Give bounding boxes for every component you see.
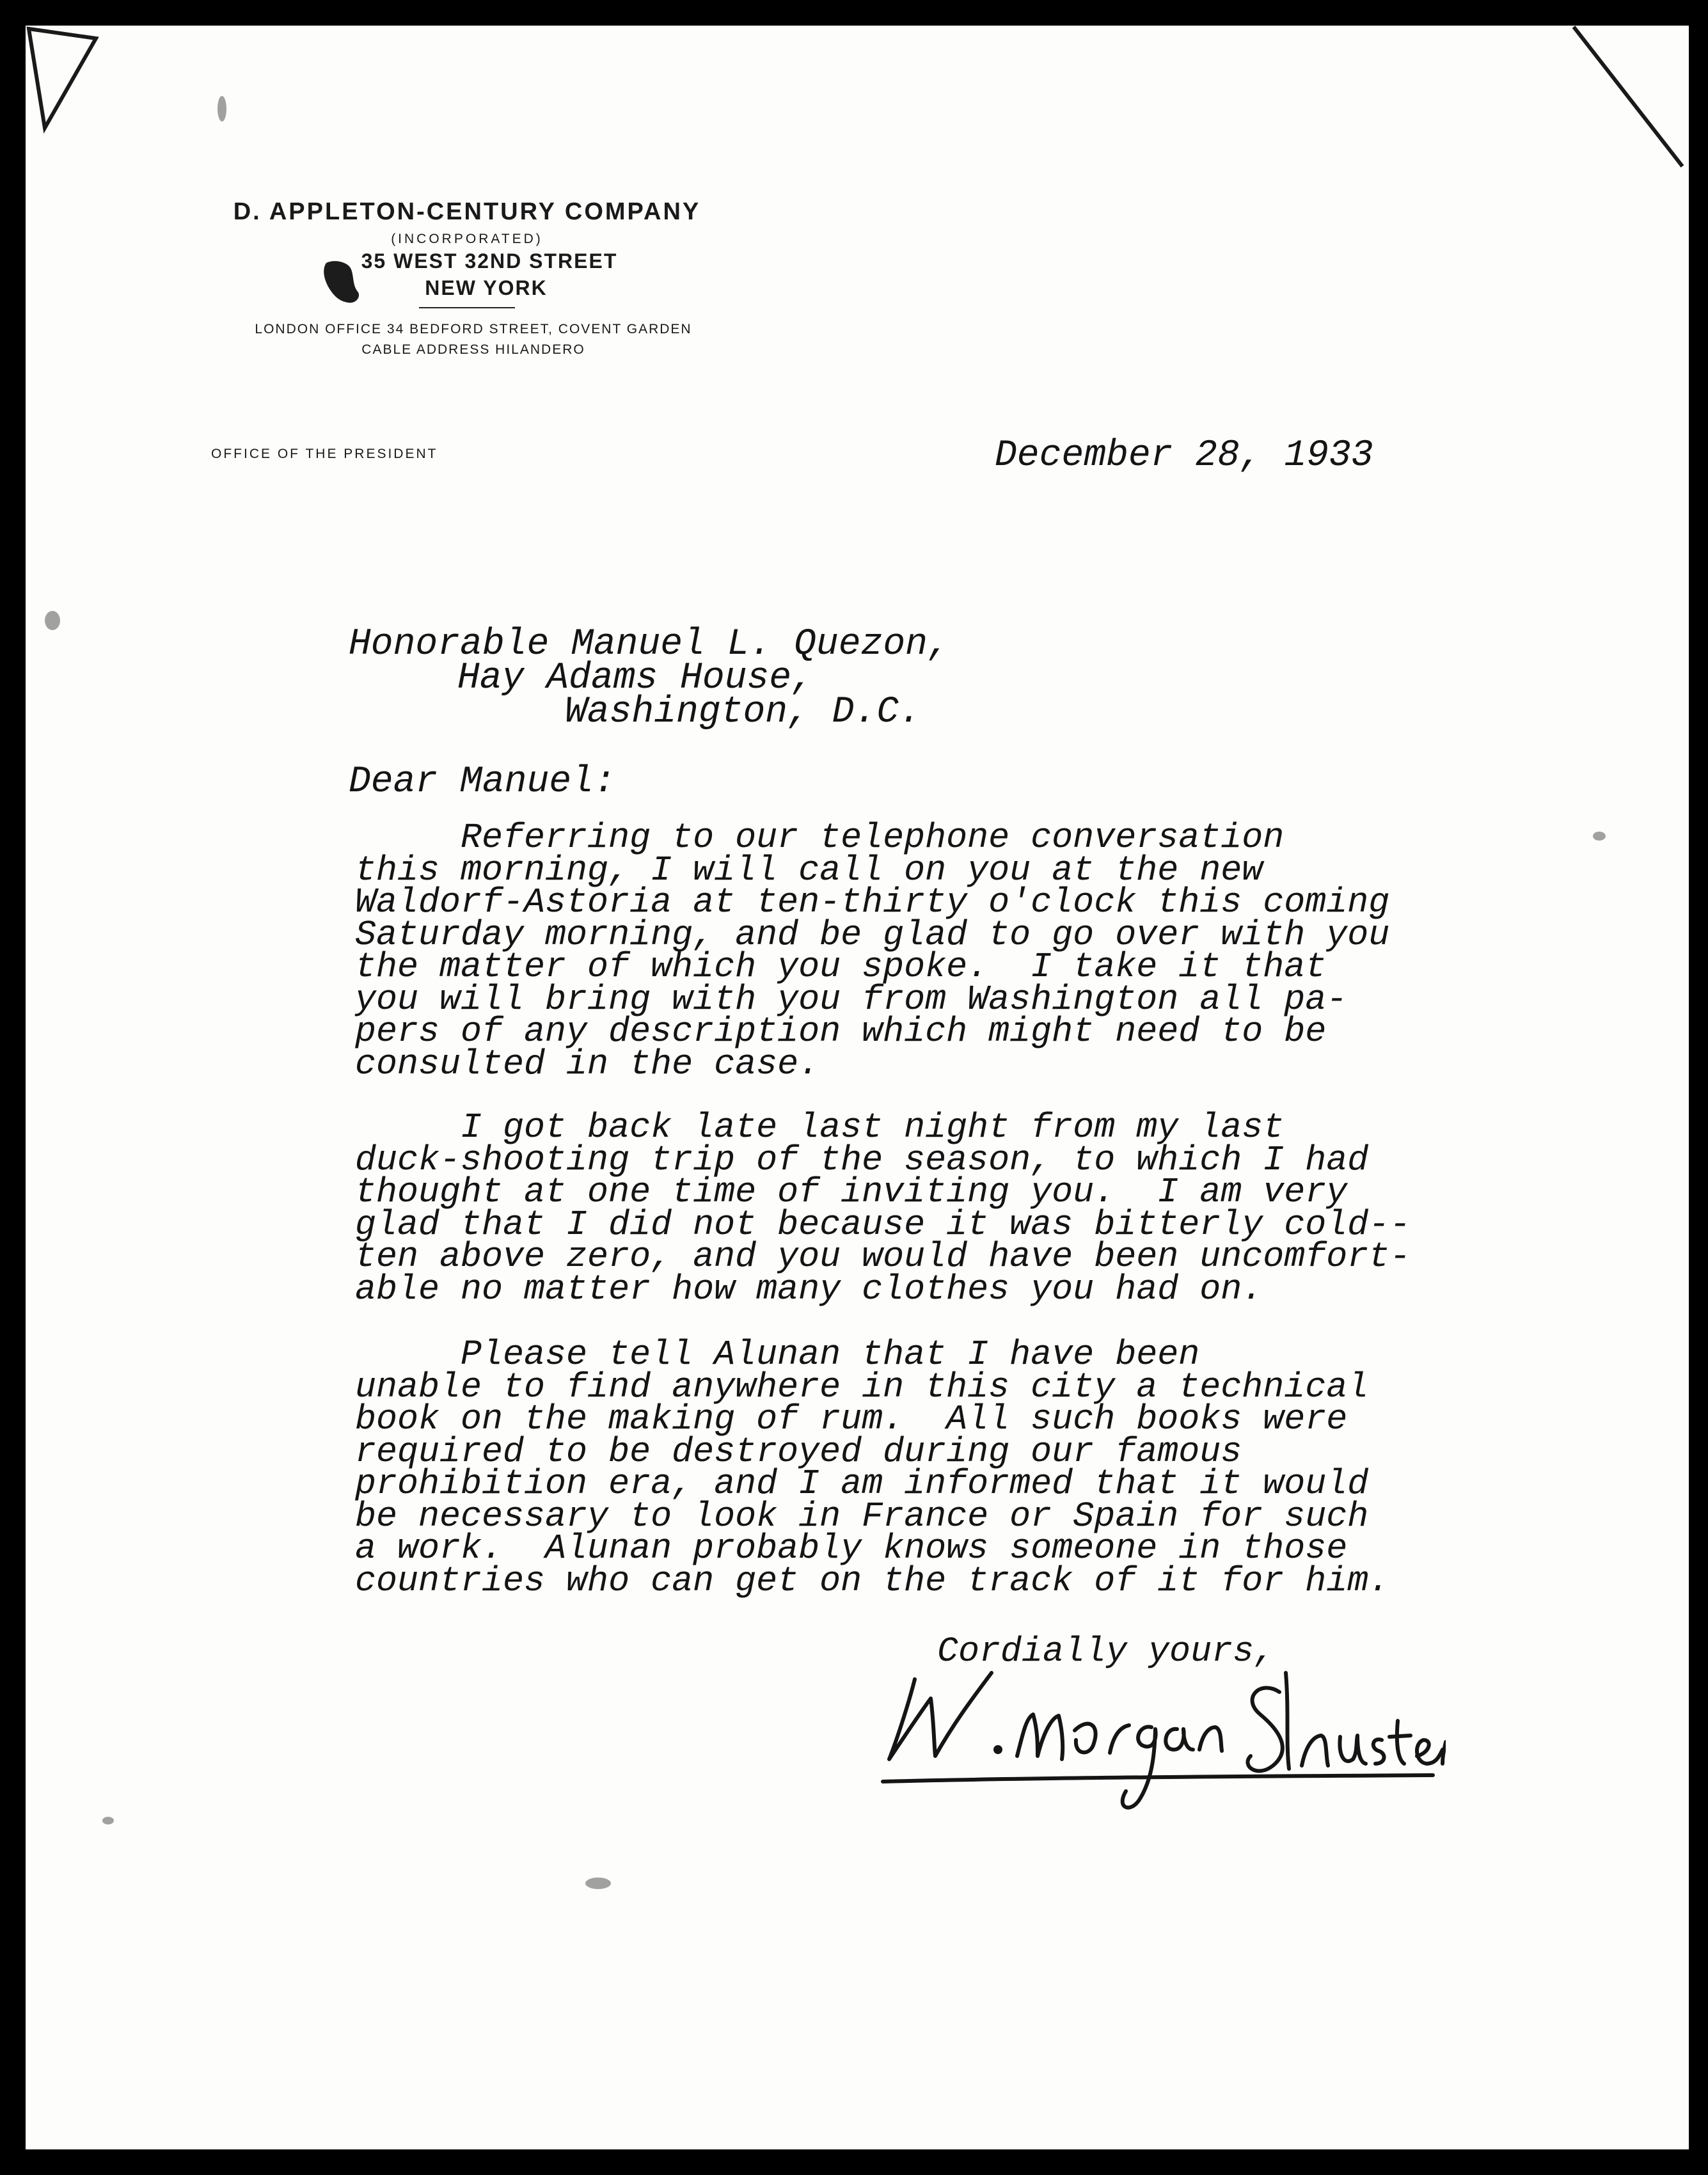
letterhead-london-office: LONDON OFFICE 34 BEDFORD STREET, COVENT GARDEN <box>255 322 692 336</box>
paragraph-line: Waldorf-Astoria at ten-thirty o'clock this coming <box>355 882 1390 922</box>
letterhead-company: D. APPLETON-CENTURY COMPANY <box>233 198 701 225</box>
signature <box>870 1654 1446 1833</box>
paragraph-line: prohibition era, and I am informed that it would <box>355 1464 1369 1504</box>
paragraph-2 <box>355 1107 1411 1309</box>
scan-speck <box>102 1817 114 1824</box>
paragraph-line: required to be destroyed during our famous <box>355 1431 1242 1472</box>
scan-speck <box>1593 832 1606 841</box>
address-line-name: Honorable Manuel L. Quezon, <box>349 624 950 665</box>
address-line-city: Washington, D.C. <box>565 692 921 733</box>
letterhead-incorporated: (INCORPORATED) <box>391 232 543 246</box>
paragraph-line: you will bring with you from Washington all pa- <box>355 979 1348 1020</box>
paragraph-line: duck-shooting trip of the season, to which I had <box>355 1139 1369 1180</box>
letterhead-rule <box>419 307 515 308</box>
paragraph-line: pers of any description which might need to be <box>355 1011 1327 1052</box>
paragraph-line: I got back late last night from my last <box>355 1107 1285 1148</box>
salutation: Dear Manuel: <box>349 761 616 803</box>
scan-speck <box>45 611 60 630</box>
letter-date: December 28, 1933 <box>995 435 1373 477</box>
letterhead-cable-address: CABLE ADDRESS HILANDERO <box>361 342 585 357</box>
paragraph-line: thought at one time of inviting you. I am very <box>355 1172 1348 1212</box>
paragraph-line: countries who can get on the track of it for him. <box>355 1560 1390 1601</box>
folded-corner-left <box>26 26 102 134</box>
closing: Cordially yours, <box>937 1631 1276 1672</box>
paragraph-line: book on the making of rum. All such books were <box>355 1399 1348 1439</box>
paragraph-line: ten above zero, and you would have been uncomfort- <box>355 1237 1411 1277</box>
paragraph-1 <box>355 818 1390 1084</box>
address-line-hotel: Hay Adams House, <box>457 658 814 699</box>
ink-blot <box>321 259 361 305</box>
paragraph-line: Referring to our telephone conversation <box>355 818 1285 858</box>
paragraph-line: a work. Alunan probably knows someone in those <box>355 1528 1348 1569</box>
paragraph-line: consulted in the case. <box>355 1043 820 1084</box>
folded-corner-right <box>1567 26 1689 173</box>
scan-speck <box>585 1878 611 1889</box>
paragraph-line: unable to find anywhere in this city a technical <box>355 1366 1369 1407</box>
letterhead-city: NEW YORK <box>425 276 548 299</box>
paragraph-line: this morning, I will call on you at the new <box>355 850 1263 890</box>
letter-page <box>26 26 1689 2149</box>
paragraph-line: be necessary to look in France or Spain for such <box>355 1496 1369 1537</box>
paragraph-line: Saturday morning, and be glad to go over with you <box>355 914 1390 955</box>
paragraph-line: able no matter how many clothes you had on. <box>355 1269 1263 1309</box>
paragraph-line: the matter of which you spoke. I take it that <box>355 947 1327 987</box>
paragraph-line: glad that I did not because it was bitterly cold-- <box>355 1204 1411 1245</box>
letterhead-street: 35 WEST 32ND STREET <box>361 249 618 273</box>
scan-speck <box>217 96 226 122</box>
paragraph-3 <box>355 1334 1390 1601</box>
paragraph-line: Please tell Alunan that I have been <box>355 1334 1200 1375</box>
letterhead-office: OFFICE OF THE PRESIDENT <box>211 447 438 461</box>
